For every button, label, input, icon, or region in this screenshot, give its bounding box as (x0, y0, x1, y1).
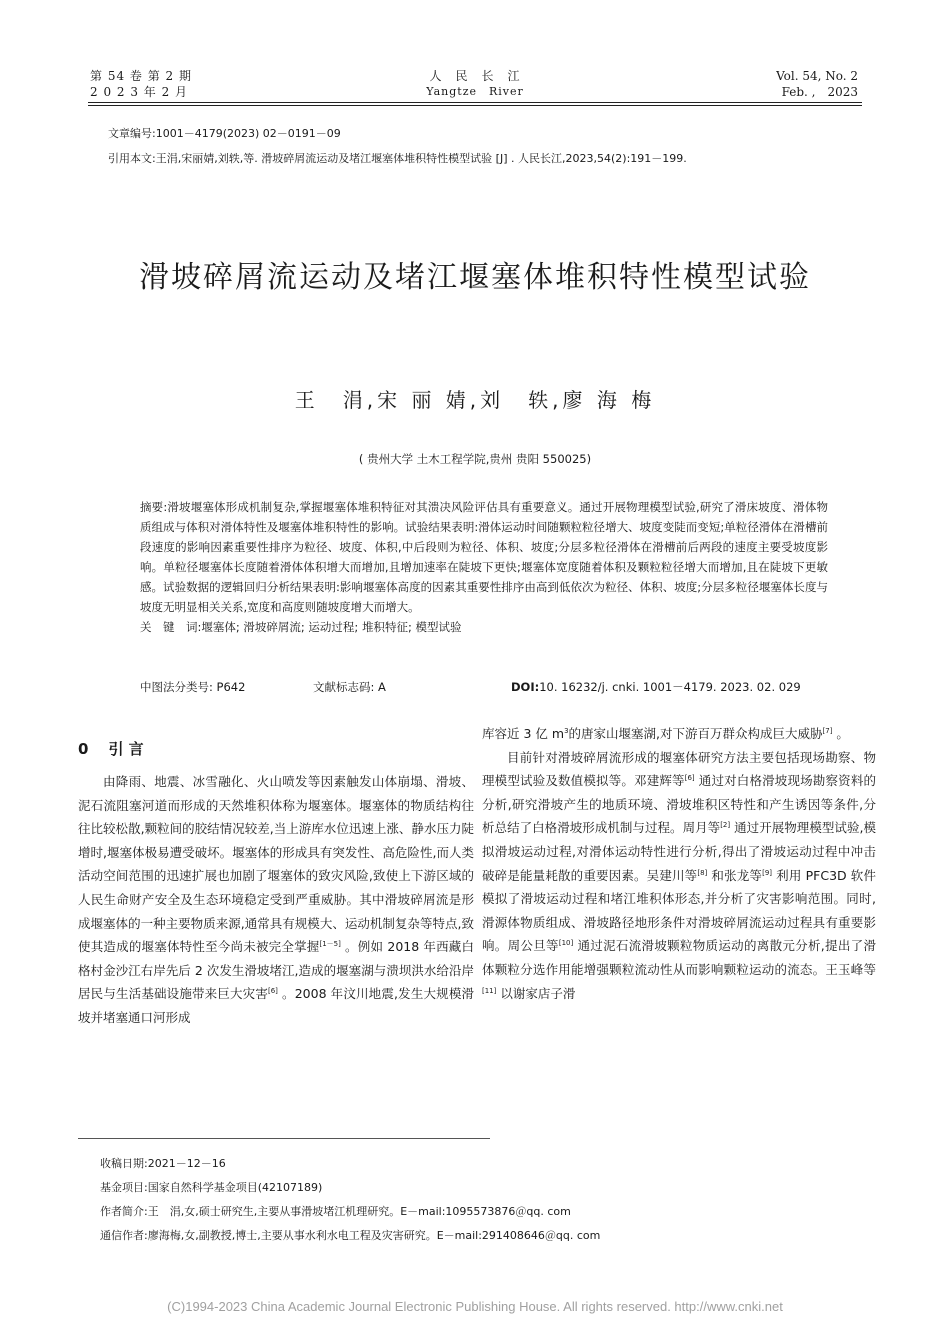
doi-label: DOI: (511, 680, 540, 694)
footnote-rule (78, 1138, 490, 1139)
citation-ref[interactable]: [6] (684, 774, 695, 783)
section-heading (78, 738, 144, 759)
journal-name: 人 民 长 江 (429, 69, 521, 83)
citation-ref[interactable]: [1－5] (319, 940, 341, 948)
citation-ref[interactable]: [8] (697, 868, 708, 877)
intro-paragraph-2: 目前针对滑坡碎屑流形成的堰塞体研究方法主要包括现场勘察、物理模型试验及数值模拟等。邓建辉等[6] 通过对白格滑坡现场勘察资料的分析,研究滑坡产生的地质环境、滑坡堆积区特性和产生诱因等条件,分析总结了白格滑坡形成机制与过程。周月等[2] 通过开展物理模型试验,模拟滑坡运动过程,对滑体运动特性进行分析,得出了滑坡运动过程中冲击破碎是能量耗散的重要因素。吴建川等[8] 和张龙等[9] 利用 PFC3D 软件模拟了滑坡运动过程和堵江堆积体形态,并分析了灾害影响范围。同时,滑源体物质组成、滑坡路径地形条件对滑坡碎屑流运动过程具有重要影响。周公旦等[10] 通过泥石流滑坡颗粒物质运动的离散元分析,提出了滑体颗粒分选作用能增强颗粒流动性从而影响颗粒运动的流态。王玉峰等[11] 以谢家店子滑 (482, 749, 876, 1001)
citation: 引用本文:王涓,宋丽婧,刘轶,等. 滑坡碎屑流运动及堵江堰塞体堆积特性模型试验 [J] . 人民长江,2023,54(2):191－199. (108, 152, 687, 165)
intro-paragraph-1-cont: 库容近 3 亿 $m^3$的唐家山堰塞湖,对下游百万群众构成巨大威胁[7] 。 (482, 726, 849, 741)
corresponding-author: 通信作者:廖海梅,女,副教授,博士,主要从事水利水电工程及灾害研究。E－mail:291408646＠qq. com (100, 1229, 601, 1242)
doi-value[interactable]: 10. 16232/j. cnki. 1001－4179. 2023. 02. 029 (539, 680, 801, 694)
superscript: 3 (564, 726, 569, 735)
header-rule-double (88, 105, 862, 106)
section-number: 0 (78, 740, 89, 758)
right-column (482, 722, 876, 1005)
header-volume: Vol. 54, No. 2 (776, 69, 858, 83)
citation-ref[interactable]: [2] (720, 821, 731, 830)
paper-title: 滑坡碎屑流运动及堵江堰塞体堆积特性模型试验 (139, 260, 811, 295)
author-list: 王 涓,宋 丽 婧,刘 轶,廖 海 梅 (294, 388, 656, 412)
left-column (78, 770, 474, 1030)
citation-ref[interactable]: [10] (558, 939, 574, 948)
citation-ref[interactable]: [11] (482, 986, 497, 995)
keywords: 关 键 词:堰塞体; 滑坡碎屑流; 运动过程; 堆积特征; 模型试验 (140, 620, 462, 634)
header-rule (88, 102, 862, 103)
header-month: Feb. , 2023 (781, 85, 858, 99)
article-number: 文章编号:1001－4179(2023) 02－0191－09 (108, 127, 341, 140)
abstract-text: 摘要:滑坡堰塞体形成机制复杂,掌握堰塞体堆积特征对其溃决风险评估具有重要意义。通过开展物理模型试验,研究了滑床坡度、滑体物质组成与体积对滑体特性及堰塞体堆积特性的影响。试验结果表明:滑体运动时间随颗粒粒径增大、坡度变陡而变短;单粒径滑体在滑槽前段速度的影响因素重要性排序为粒径、坡度、体积,中后段则为粒径、体积、坡度;分层多粒径滑体在滑槽前后两段的速度主要受坡度影响。单粒径堰塞体长度随着滑体体积增大而增加,且增加速率在陡坡下更快;堰塞体宽度随着体积及颗粒粒径增大而增加,且在陡坡下更敏感。试验数据的逻辑回归分析结果表明:影响堰塞体高度的因素其重要性排序由高到低依次为粒径、体积、坡度;分层多粒径堰塞体长度与坡度无明显相关关系,宽度和高度则随坡度增大而增大。 (140, 500, 828, 614)
abstract-block (140, 497, 828, 637)
fund-info: 基金项目:国家自然科学基金项目(42107189) (100, 1181, 323, 1194)
received-date: 收稿日期:2021－12－16 (100, 1157, 226, 1170)
section-title: 引 言 (108, 740, 144, 758)
journal-name-en: Yangtze River (426, 85, 524, 98)
citation-ref[interactable]: [9] (762, 868, 773, 877)
affiliation: ( 贵州大学 土木工程学院,贵州 贵阳 550025) (358, 452, 592, 466)
citation-ref[interactable]: [6] (268, 987, 278, 996)
clc-number: 中图法分类号: P642 (140, 680, 246, 694)
header-issue: 第 54 卷 第 2 期 (90, 69, 192, 83)
header-date: 2 0 2 3 年 2 月 (90, 85, 189, 99)
document-code: 文献标志码: A (313, 680, 386, 694)
doi (511, 679, 801, 695)
citation-ref[interactable]: [7] (822, 726, 833, 735)
intro-paragraph-1: 由降雨、地震、冰雪融化、火山喷发等因素触发山体崩塌、滑坡、泥石流阻塞河道而形成的天然堆积体称为堰塞体。堰塞体的物质结构往往比较松散,颗粒间的胶结情况较差,当上游库水位迅速上涨、静水压力陡增时,堰塞体极易遭受破坏。堰塞体的形成具有突发性、高危险性,而人类活动空间范围的迅速扩展也加剧了堰塞体的致灾风险,致使上下游区域的人民生命财产安全及生态环境稳定受到严重威胁。其中滑坡碎屑流是形成堰塞体的一种主要物质来源,通常具有规模大、运动机制复杂等特点,致使其造成的堰塞体特性至今尚未被完全掌握[1－5] 。例如 2018 年西藏白格村金沙江右岸先后 2 次发生滑坡堵江,造成的堰塞湖与溃坝洪水给沿岸居民与生活基础设施带来巨大灾害[6] 。2008 年汶川地震,发生大规模滑坡并堵塞通口河形成 (78, 774, 474, 1025)
copyright-notice: (C)1994-2023 China Academic Journal Electronic Publishing House. All rights reserved. http://www.cnki.net (167, 1299, 783, 1314)
author-bio: 作者简介:王 涓,女,硕士研究生,主要从事滑坡堵江机理研究。E－mail:1095573876＠qq. com (100, 1205, 571, 1218)
